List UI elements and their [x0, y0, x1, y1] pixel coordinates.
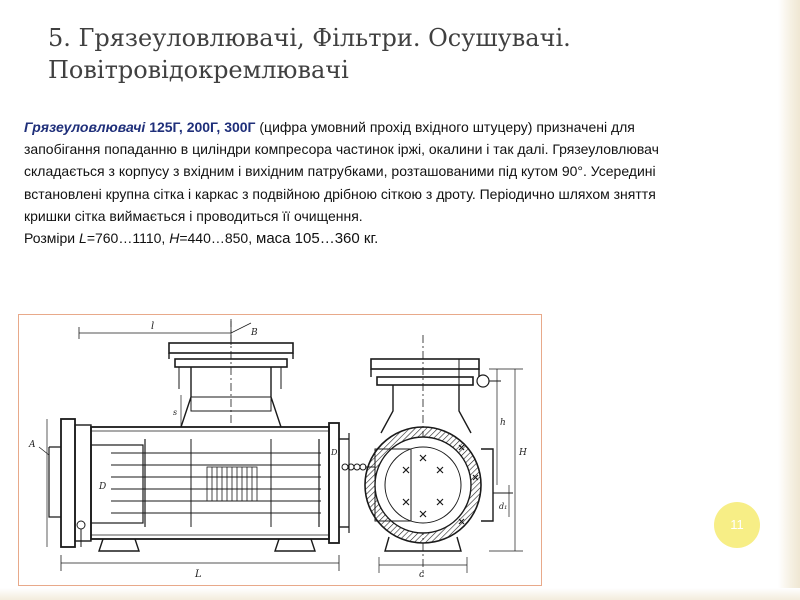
technical-drawing — [18, 314, 542, 586]
slide-title: 5. Грязеуловлювачі, Фільтри. Осушувачі. Повітровідокремлювачі — [48, 24, 571, 84]
label-h: h — [500, 418, 506, 428]
label-D1: D₁ — [331, 448, 341, 457]
side-view — [39, 319, 349, 571]
device-name-italic: Грязеуловлювачі — [24, 119, 146, 135]
dimension-L-var: L — [79, 230, 87, 247]
device-models: 125Г, 200Г, 300Г — [145, 119, 256, 135]
dimension-H-range: =440…850, — [179, 230, 256, 247]
description-paragraph — [24, 116, 704, 227]
label-d1: d₁ — [499, 502, 508, 511]
device-name — [24, 119, 256, 135]
label-s: s — [173, 408, 178, 417]
dimension-mass: маса 105…360 кг. — [256, 230, 379, 248]
label-D: D — [99, 482, 107, 492]
dimensions-prefix: Розміри — [24, 230, 80, 247]
dimensions-line — [24, 227, 704, 250]
label-H: H — [519, 448, 527, 458]
label-B: B — [251, 328, 258, 338]
dimension-L-range: =760…1110, — [86, 230, 170, 247]
end-view — [342, 335, 523, 577]
description-text: (цифра умовний прохід вхідного штуцеру) призначені для запобігання попаданню в циліндри компресора частинок іржі, окалини і так далі. Грязеуловлювач складається з корпусу з вхідним і вихідним патрубками, розташованими під кутом 90°. Усередині встановлені крупна сітка і каркас з подвійною дрібною сіткою з дроту. Періодично шляхом зняття кришки сітка виймається і проводиться її очищення. — [24, 119, 659, 224]
label-l: l — [151, 321, 155, 332]
body-text — [24, 116, 704, 250]
label-c: c — [419, 570, 425, 580]
label-A: A — [29, 440, 36, 450]
label-L: L — [195, 569, 202, 580]
dimension-H-var: H — [169, 230, 180, 247]
page-number-badge: 11 — [714, 502, 760, 548]
slide-bottom-edge — [0, 588, 800, 600]
dirt-trap-drawing — [19, 315, 541, 585]
slide-right-edge — [778, 0, 800, 600]
